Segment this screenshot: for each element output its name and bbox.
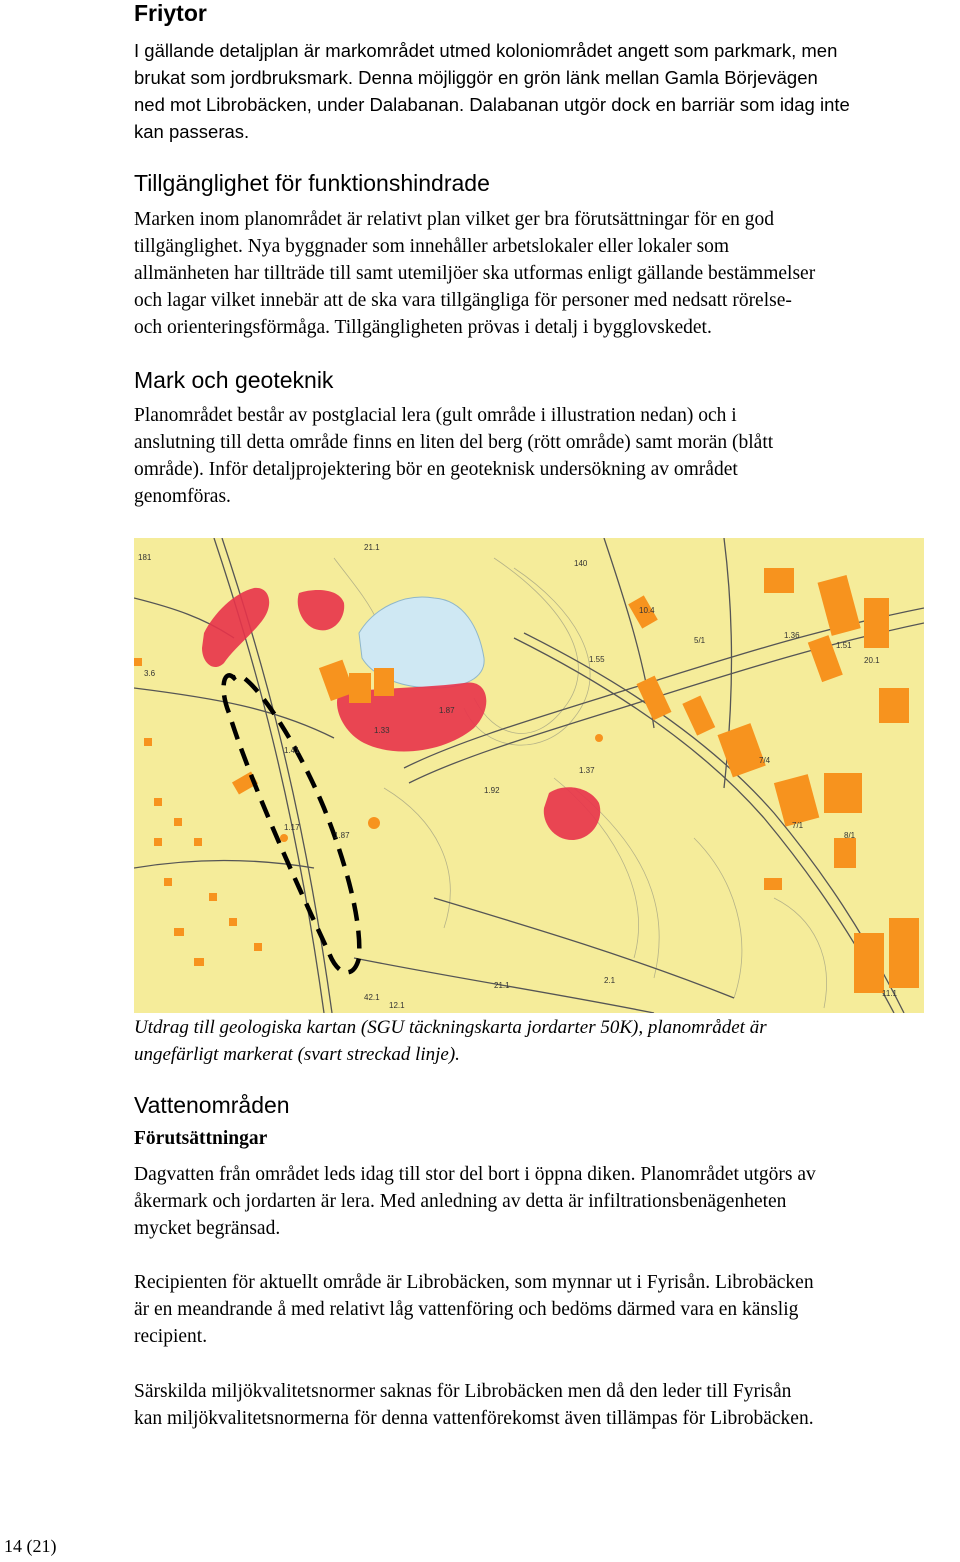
caption-line: ungefärligt markerat (svart streckad linje). (134, 1044, 460, 1065)
text-line: allmänheten har tillträde till samt utemiljöer ska utformas enligt gällande bestämmelser (134, 263, 816, 284)
map-label: 20.1 (864, 656, 880, 665)
map-label: 5/1 (694, 636, 706, 645)
map-label: 181 (138, 553, 152, 562)
map-label: 2.1 (604, 976, 616, 985)
text-line: ned mot Librobäcken, under Dalabanan. Dalabanan utgör dock en barriär som idag inte (134, 94, 850, 115)
text-line: kan passeras. (134, 121, 250, 142)
text-line: I gällande detaljplan är markområdet utmed koloniområdet angett som parkmark, men (134, 40, 838, 61)
map-label: 1.37 (579, 766, 595, 775)
heading-mark-geoteknik: Mark och geoteknik (134, 367, 334, 393)
map-label: 1.87 (439, 706, 455, 715)
text-line: och lagar vilket innebär att de ska vara tillgängliga för personer med nedsatt rörelse- (134, 290, 792, 311)
text-line: område). Inför detaljprojektering bör en geoteknisk undersökning av området (134, 459, 738, 480)
map-label: 8/1 (844, 831, 856, 840)
text-line: Recipienten för aktuellt område är Librobäcken, som mynnar ut i Fyrisån. Librobäcken (134, 1272, 814, 1293)
text-line: och orienteringsförmåga. Tillgängligheten prövas i detalj i bygglovskedet. (134, 317, 712, 338)
map-label: 21.1 (364, 543, 380, 552)
heading-tillganglighet: Tillgänglighet för funktionshindrade (134, 170, 490, 196)
map-label: 12.1 (389, 1001, 405, 1010)
map-label: 7/4 (759, 756, 771, 765)
vatten-paragraph-1 (134, 1161, 956, 1242)
text-line: är en meandrande å med relativt låg vattenföring och bedöms därmed vara en känslig (134, 1299, 799, 1320)
map-label: 140 (574, 559, 588, 568)
map-label: 1.55 (589, 655, 605, 664)
map-label: 1.87 (334, 831, 350, 840)
text-line: genomföras. (134, 486, 231, 507)
text-line: kan miljökvalitetsnormerna för denna vattenförekomst även tillämpas för Librobäcken. (134, 1408, 814, 1429)
text-line: Planområdet består av postglacial lera (gult område i illustration nedan) och i (134, 405, 737, 426)
text-line: åkermark och jordarten är lera. Med anledning av detta är infiltrationsbenägenheten (134, 1191, 787, 1212)
vatten-paragraph-3 (134, 1378, 956, 1432)
text-line: recipient. (134, 1326, 208, 1347)
map-caption (134, 1014, 934, 1068)
mark-paragraph (134, 402, 956, 510)
map-label: 1.92 (484, 786, 500, 795)
map-label: 1.17 (284, 823, 300, 832)
heading-friytor: Friytor (134, 0, 207, 26)
geological-map (134, 538, 924, 1013)
text-line: anslutning till detta område finns en liten del berg (rött område) samt morän (blått (134, 432, 774, 453)
page-number: 14 (21) (4, 1536, 57, 1556)
map-label: 1.41 (284, 746, 300, 755)
heading-vattenomraden: Vattenområden (134, 1092, 290, 1118)
tillganglighet-paragraph (134, 206, 956, 341)
text-line: tillgänglighet. Nya byggnader som innehåller arbetslokaler eller lokaler som (134, 236, 730, 257)
text-line: Marken inom planområdet är relativt plan vilket ger bra förutsättningar för en god (134, 209, 775, 230)
subheading-forutsattningar: Förutsättningar (134, 1128, 268, 1149)
text-line: Dagvatten från området leds idag till stor del bort i öppna diken. Planområdet utgörs av (134, 1164, 816, 1185)
vatten-paragraph-2 (134, 1269, 956, 1350)
text-line: mycket begränsad. (134, 1218, 281, 1239)
friytor-paragraph (134, 37, 956, 145)
map-label: 1.51 (836, 641, 852, 650)
text-line: Särskilda miljökvalitetsnormer saknas för Librobäcken men då den leder till Fyrisån (134, 1381, 792, 1402)
map-label: 1.33 (374, 726, 390, 735)
map-label: 21.1 (494, 981, 510, 990)
map-label: 42.1 (364, 993, 380, 1002)
caption-line: Utdrag till geologiska kartan (SGU täckningskarta jordarter 50K), planområdet är (134, 1017, 767, 1038)
map-label: 7/1 (792, 821, 804, 830)
map-label: 1.36 (784, 631, 800, 640)
text-line: brukat som jordbruksmark. Denna möjliggör en grön länk mellan Gamla Börjevägen (134, 67, 818, 88)
map-label: 10.4 (639, 606, 655, 615)
map-label: 3.6 (144, 669, 156, 678)
map-svg (134, 538, 924, 1013)
map-label: 11.1 (882, 989, 897, 998)
